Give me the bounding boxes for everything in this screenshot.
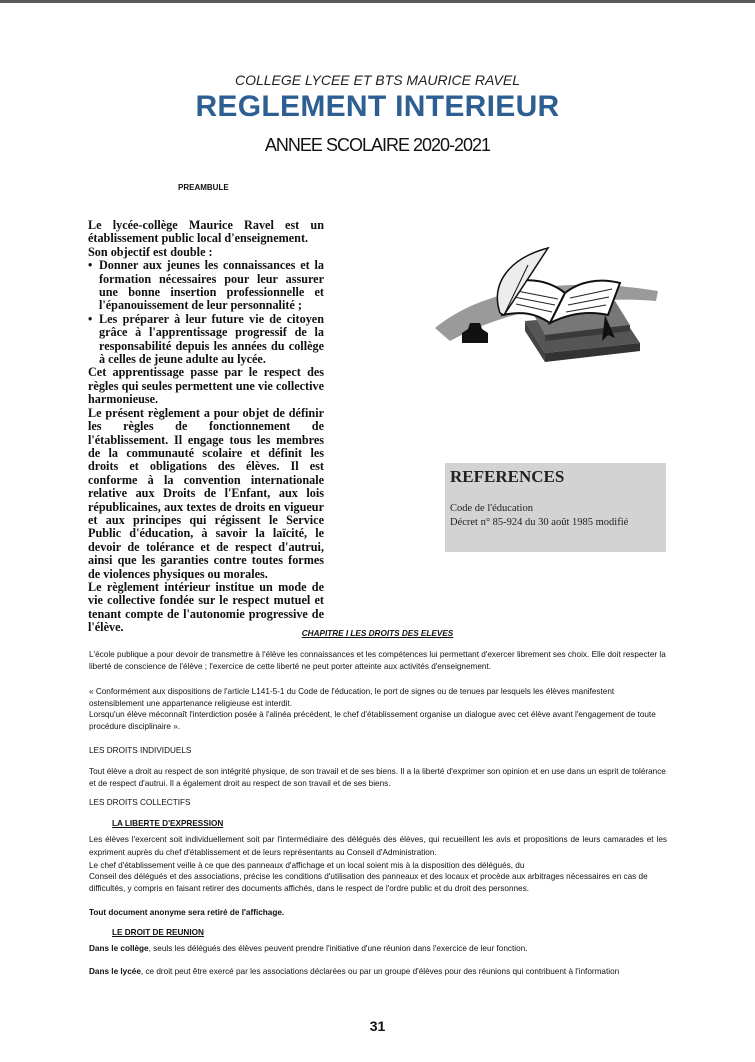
reference-line: Décret n° 85-924 du 30 août 1985 modifié [450, 517, 629, 528]
intro-paragraph: Le lycée-collège Maurice Ravel est un établissement public local d'enseignement. [88, 218, 324, 246]
college-label: Dans le collège [89, 944, 149, 953]
subsection-heading: LA LIBERTE D'EXPRESSION [112, 819, 224, 828]
subsection-heading: LE DROIT DE REUNION [112, 928, 204, 937]
section-heading: LES DROITS INDIVIDUELS [89, 746, 192, 755]
subsection-paragraph: Conseil des délégués et des associations, précise les conditions d'utilisation des panneaux et des locaux et procède aux arbitrages nécessaires en cas de difficultés, y compris en faisant retirer des documents affichés, dans le respect de l'ordre public et du droit des personnes. [89, 872, 648, 893]
section-heading: LES DROITS COLLECTIFS [89, 798, 191, 807]
lycee-text: , ce droit peut être exercé par les associations déclarées ou par un groupe d'élèves pour des réunions qui contribuent à l'information [140, 967, 620, 976]
references-box [445, 463, 666, 552]
quote-paragraph: Lorsqu'un élève méconnaît l'interdiction posée à l'alinéa précédent, le chef d'établissement organise un dialogue avec cet élève avant l'engagement de toute procédure disciplinaire ». [89, 710, 656, 731]
lycee-label: Dans le lycée [89, 967, 141, 976]
references-title: REFERENCES [450, 467, 565, 486]
subsection-paragraph: Le chef d'établissement veille à ce que des panneaux d'affichage et un local soient mis à la disposition des délégués, du [89, 861, 525, 870]
list-item: • Les préparer à leur future vie de citoyen grâce à l'apprentissage progressif de la responsabilité depuis les années du collège à celles de jeune adulte au lycée. [88, 313, 324, 367]
intro-paragraph: Son objectif est double : [88, 244, 213, 259]
college-text: , seuls les délégués des élèves peuvent prendre l'initiative d'une réunion dans l'exercice de leur fonction. [148, 944, 528, 953]
objectives-list [88, 259, 324, 366]
list-item: • Donner aux jeunes les connaissances et la formation nécessaires pour leur assurer une bonne insertion professionnelle et l'épanouissement de leur personnalité ; [88, 259, 324, 313]
chapter-paragraph: L'école publique a pour devoir de transmettre à l'élève les connaissances et les compétences lui permettant d'exercer librement ses choix. Elle doit respecter la liberté de conscience de l'élève ; l'exercice de cette liberté ne peut porter atteinte aux activités d'enseignement. [89, 650, 666, 671]
quote-paragraph: « Conformément aux dispositions de l'article L141-5-1 du Code de l'éducation, le port de signes ou de tenues par lesquels les élèves manifestent ostensiblement une appartenance religieuse est interdit. [89, 687, 615, 708]
preamble-heading: PREAMBULE [178, 183, 229, 192]
chapter-title: CHAPITRE I LES DROITS DES ELEVES [301, 629, 454, 638]
subsection-paragraph: Les élèves l'exercent soit individuellement soit par l'intermédiaire des délégués des élèves, qui recueillent les avis et propositions de leurs camarades et les expriment auprès du chef d'établissement et de leurs représentants au Conseil d'Administration. [89, 835, 667, 857]
school-year: ANNEE SCOLAIRE 2020-2021 [264, 135, 491, 155]
anonymous-notice: Tout document anonyme sera retiré de l'affichage. [89, 908, 285, 917]
reference-line: Code de l'éducation [450, 503, 533, 514]
section-paragraph: Tout élève a droit au respect de son intégrité physique, de son travail et de ses biens. Il a la liberté d'exprimer son opinion et en use dans un esprit de tolérance et de respect d'autrui. Il a également droit au respect de son travail et de ses biens. [89, 767, 666, 788]
intro-paragraph: Le règlement intérieur institue un mode de vie collective fondée sur le respect mutuel et tenant compte de l'autonomie progressive de l'élève. [88, 579, 324, 635]
top-border [0, 0, 755, 3]
school-name: COLLEGE LYCEE ET BTS MAURICE RAVEL [234, 72, 521, 88]
intro-paragraph: Le présent règlement a pour objet de définir les règles de fonctionnement de l'établissement. Il engage tous les membres de la communauté scolaire et définit les droits et obligations des élèves. Il est conforme à la convention internationale relative aux Droits de l'Enfant, aux lois républicaines, aux textes de droits en vigueur et aux principes qui régissent le Service Public d'éducation, à savoir la laïcité, le devoir de tolérance et de respect d'autrui, ainsi que les garanties contre toutes formes de violences physiques ou morales. [88, 405, 324, 581]
intro-paragraph: Cet apprentissage passe par le respect des règles qui seules permettent une vie collective harmonieuse. [88, 365, 324, 407]
document-title: REGLEMENT INTERIEUR [195, 90, 560, 123]
books-quill-illustration [430, 243, 660, 368]
meeting-paragraph [89, 943, 667, 955]
intro-text [88, 219, 324, 635]
page-number: 31 [369, 1018, 386, 1034]
meeting-paragraph [89, 966, 667, 978]
